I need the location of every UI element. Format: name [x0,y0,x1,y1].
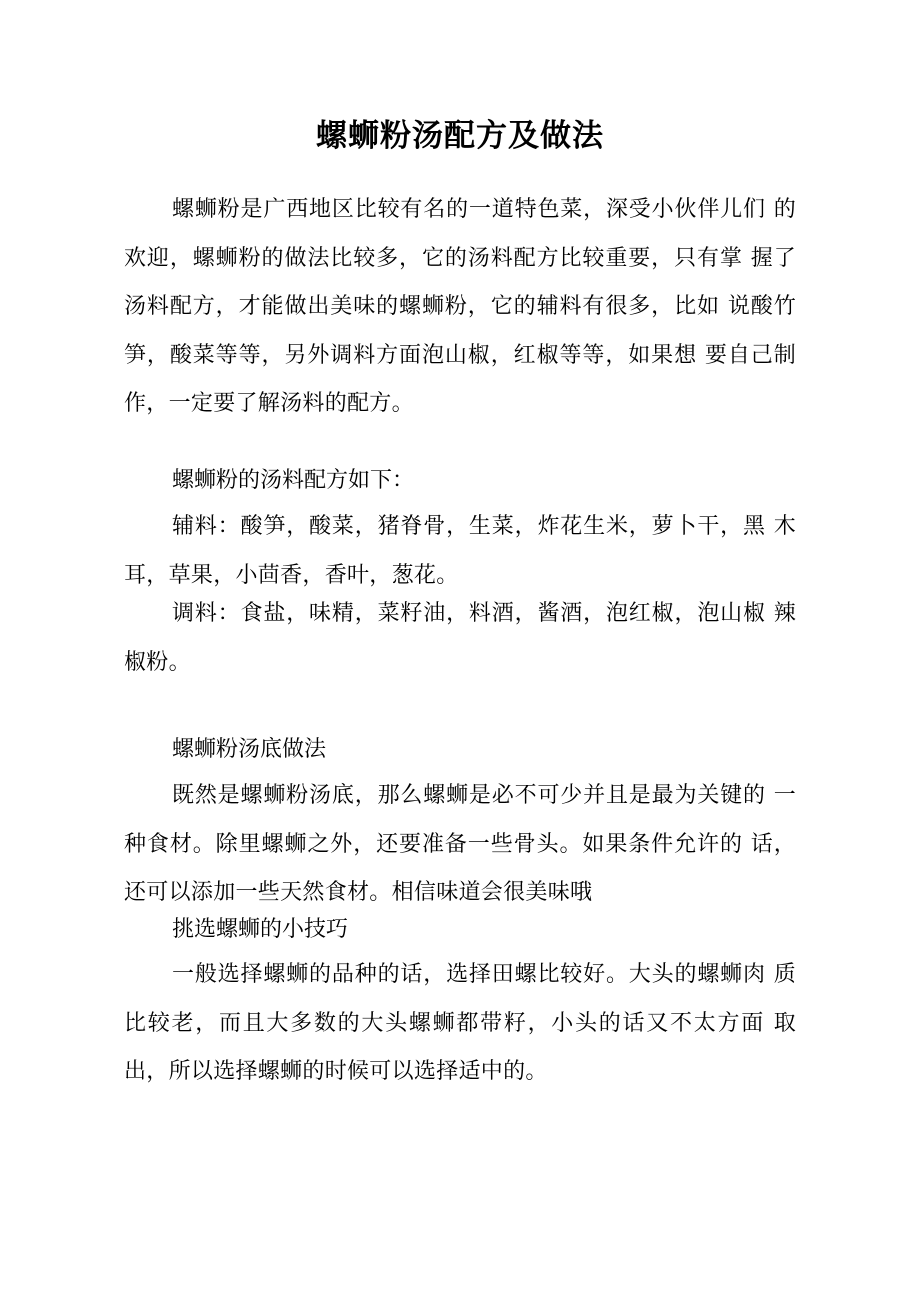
tips-heading: 挑选螺蛳的小技巧 [172,917,349,942]
auxiliary-ingredients-paragraph: 辅料：酸笋，酸菜，猪脊骨，生菜，炸花生米，萝卜干，黑 木耳，草果，小茴香，香叶，葱花。 [124,514,796,588]
broth-paragraph: 既然是螺蛳粉汤底，那么螺蛳是必不可少并且是最为关键的 一种食材。除里螺蛳之外，还要准备一些骨头。如果条件允许的 话，还可以添加一些天然食材。相信味道会很美味哦 [124,783,796,905]
broth-heading: 螺蛳粉汤底做法 [172,737,327,762]
tips-paragraph: 一般选择螺蛳的品种的话，选择田螺比较好。大头的螺蛳肉 质比较老，而且大多数的大头螺蛳都带籽，小头的话又不太方面 取出，所以选择螺蛳的时候可以选择适中的。 [124,962,796,1084]
document-title: 螺蛳粉汤配方及做法 [316,118,604,154]
seasoning-paragraph: 调料：食盐，味精，菜籽油，料酒，酱酒，泡红椒，泡山椒 辣椒粉。 [124,601,796,675]
intro-paragraph: 螺蛳粉是广西地区比较有名的一道特色菜，深受小伙伴儿们 的欢迎，螺蛳粉的做法比较多，它的汤料配方比较重要，只有掌 握了汤料配方，才能做出美味的螺蛳粉，它的辅料有很多，比如 说酸竹笋，酸菜等等，另外调料方面泡山椒，红椒等等，如果想 要自己制作，一定要了解汤料的配方。 [124,197,796,416]
recipe-heading: 螺蛳粉的汤料配方如下： [172,468,415,493]
